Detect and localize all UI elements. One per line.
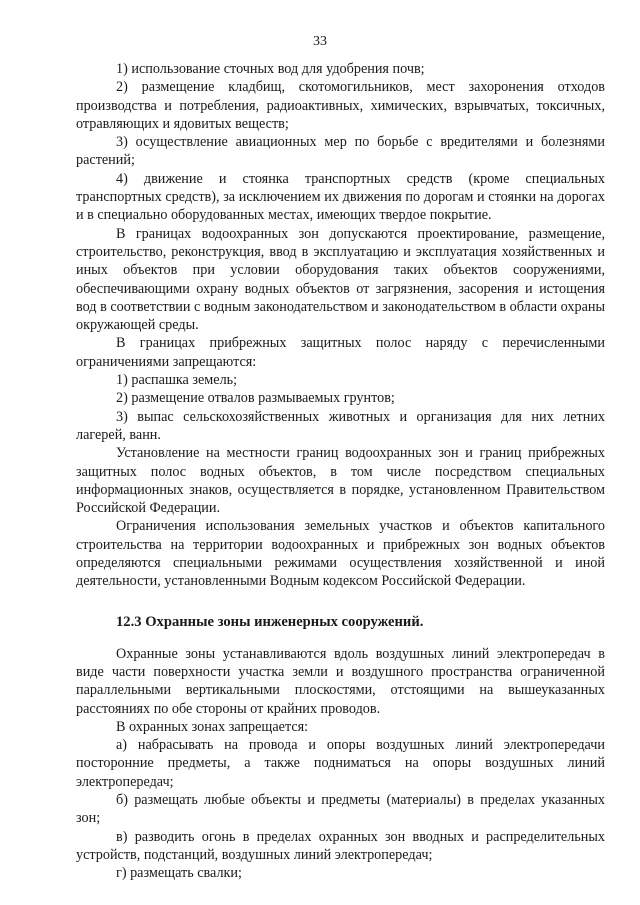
document-body <box>76 60 605 882</box>
paragraph: г) размещать свалки; <box>116 865 242 882</box>
paragraph: Охранные зоны устанавливаются вдоль воздушных линий электропередач в виде части поверхности участка земли и воздушного пространства ограниченной параллельными вертикальными плоскостями, отстоящими на вышеуказанных расстояниях по обе стороны от крайних проводов. <box>76 645 605 717</box>
paragraph: 3) выпас сельскохозяйственных животных и организация для них летних лагерей, ванн. <box>76 408 605 443</box>
paragraph: 1) распашка земель; <box>116 372 238 389</box>
paragraph: 4) движение и стоянка транспортных средств (кроме специальных транспортных средств), за исключением их движения по дорогам и стоянки на дорогах и в специально оборудованных местах, имеющих твердое покрытие. <box>76 170 605 224</box>
section-heading: 12.3 Охранные зоны инженерных сооружений. <box>116 613 424 630</box>
paragraph: Ограничения использования земельных участков и объектов капитального строительства на территории водоохранных и прибрежных зон водных объектов определяются специальными режимами осуществления хозяйственной и иной деятельности, установленными Водным кодексом Российской Федерации. <box>76 518 605 590</box>
paragraph: 1) использование сточных вод для удобрения почв; <box>116 61 425 77</box>
paragraph: в) разводить огонь в пределах охранных зон вводных и распределительных устройств, подстанций, воздушных линий электропередач; <box>76 828 605 863</box>
paragraph: 2) размещение кладбищ, скотомогильников, мест захоронения отходов производства и потребления, радиоактивных, химических, взрывчатых, токсичных, отравляющих и ядовитых веществ; <box>76 79 605 132</box>
paragraph: 3) осуществление авиационных мер по борьбе с вредителями и болезнями растений; <box>76 134 605 169</box>
paragraph: В охранных зонах запрещается: <box>116 718 309 735</box>
paragraph: Установление на местности границ водоохранных зон и границ прибрежных защитных полос водных объектов, в том числе посредством специальных информационных знаков, осуществляется в порядке, установленном Правительством Российской Федерации. <box>76 445 605 517</box>
paragraph: 2) размещение отвалов размываемых грунтов; <box>116 390 395 407</box>
paragraph: В границах прибрежных защитных полос наряду с перечисленными ограничениями запрещаются: <box>76 335 605 370</box>
paragraph: б) размещать любые объекты и предметы (материалы) в пределах указанных зон; <box>76 791 605 827</box>
paragraph: а) набрасывать на провода и опоры воздушных линий электропередачи посторонние предметы, а также подниматься на опоры воздушных линий электропередач; <box>76 737 605 790</box>
paragraph: В границах водоохранных зон допускаются проектирование, размещение, строительство, реконструкция, ввод в эксплуатацию и эксплуатация хозяйственных и иных объектов при условии оборудования таких объектов сооружениями, обеспечивающими охрану водных объектов от загрязнения, засорения и истощения вод в соответствии с водным законодательством и законодательством в области охраны окружающей среды. <box>76 225 605 334</box>
page-number: 33 <box>313 34 327 49</box>
